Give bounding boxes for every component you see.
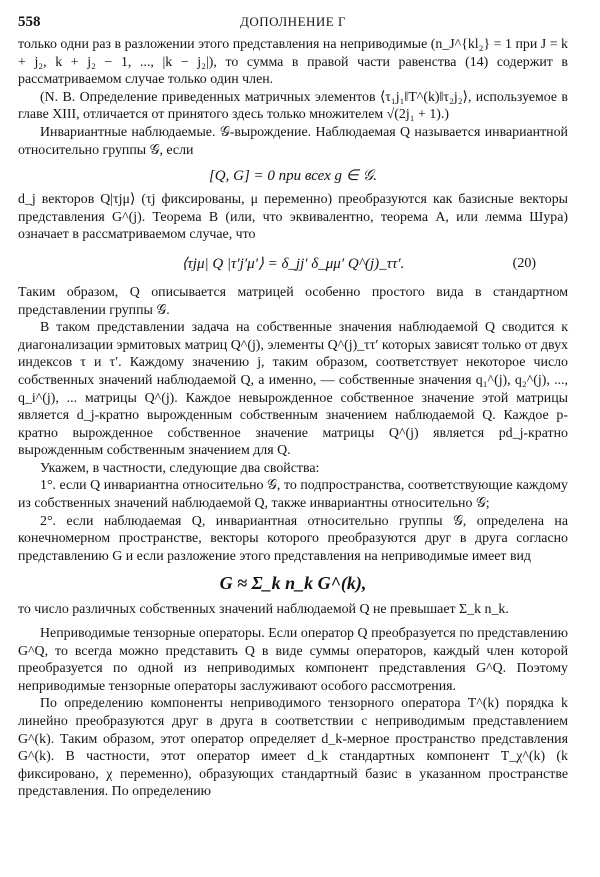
paragraph-eigenvalue-count: то число различных собственных значений наблюдаемой Q не превышает Σ_k n_k. bbox=[18, 602, 509, 618]
paragraph-eigenvalues: В таком представлении задача на собственные значения наблюдаемой Q сводится к диагонализации эрмитовых матриц Q^(j), элементы Q^(j)_ττ′ которых зависят только от двух индексов τ и τ′. Каждому значению j, таким образом, соответствует некоторое число собственных значений наблюдаемой Q, а именно, — собственные значения q₁^(j), q₂^(j), ..., q_i^(j), ... матрицы Q^(j). Каждое невырожденное собственное значение этой матрицы является d_j-кратно вырожденным собственным значением наблюдаемой Q. Каждое p-кратно вырожденное собственное значение матрицы Q^(j) является pd_j-кратно вырожденным собственным значением для Q. bbox=[18, 320, 568, 459]
paragraph-basis-vectors: d_j векторов Q|τjμ⟩ (τj фиксированы, μ переменно) преобразуются как базисные векторы представления G^(j). Теорема B (или, что эквивалентно, теорема A, или лемма Шура) означает в рассматриваемом случае, что bbox=[18, 192, 568, 243]
page-number: 558 bbox=[18, 14, 41, 30]
paragraph-standard-form: Таким образом, Q описывается матрицей особенно простого вида в стандартном представлении группы 𝒢. bbox=[18, 284, 568, 318]
equation-20 bbox=[18, 244, 568, 284]
paragraph-tensor-operators: Неприводимые тензорные операторы. Если оператор Q преобразуется по представлению G^Q, то всегда можно представить Q в виде суммы операторов, каждый член которой преобразуется по одной из неприводимых компонент представления G^Q. Поэтому неприводимые тензорные операторы заслуживают особого рассмотрения. bbox=[18, 626, 568, 694]
paragraph-property-1: 1°. если Q инвариантна относительно 𝒢, то подпространства, соответствующие каждому из собственных значений наблюдаемой Q, также инвариантны относительно 𝒢; bbox=[18, 478, 568, 512]
paragraph-invariant-observables: Инвариантные наблюдаемые. 𝒢-вырождение. Наблюдаемая Q называется инвариантной относительно группы 𝒢, если bbox=[18, 124, 568, 158]
paragraph-note: (N. B. Определение приведенных матричных элементов ⟨τ₁j₁‖T^(k)‖τ₂j₂⟩, используемое в главе XIII, отличается от принятого здесь только множителем √(2j₁ + 1).) bbox=[18, 89, 568, 123]
paragraph-tensor-definition: По определению компоненты неприводимого тензорного оператора T^(k) порядка k линейно преобразуются друг в друга в соответствии с неприводимым представлением G^(k). Таким образом, этот оператор определяет d_k-мерное пространство представления G^(k). В частности, этот оператор имеет d_k стандартных компонент T_χ^(k) (k фиксировано, χ переменно), образующих стандартный базис в указанном пространстве представления. По определению bbox=[18, 696, 568, 800]
page-header bbox=[18, 14, 568, 36]
paragraph-decomposition: только одни раз в разложении этого представления на неприводимые (n_J^{kl₂} = 1 при J = k + j₂, k + j₂ − 1, ..., |k − j₂|), то сумма в правой части равенства (14) содержит в рассматриваемом случае только один член. bbox=[18, 37, 568, 88]
paragraph-properties-intro: Укажем, в частности, следующие два свойства: bbox=[40, 460, 320, 476]
equation-commutator: [Q, G] = 0 при всех g ∈ 𝒢. bbox=[208, 167, 378, 184]
equation-20-number: (20) bbox=[512, 255, 536, 271]
equation-decomposition: G ≈ Σ_k n_k G^(k), bbox=[219, 572, 367, 593]
paragraph-property-2: 2°. если наблюдаемая Q, инвариантная относительно группы 𝒢, определена на конечномерном пространстве, векторы которого преобразуются друг в друга согласно представлению G и если разложение этого представления на неприводимые имеет вид bbox=[18, 513, 568, 564]
running-head: ДОПОЛНЕНИЕ Г bbox=[239, 14, 346, 29]
equation-20-body: ⟨τjμ| Q |τ′j′μ′⟩ = δ_jj′ δ_μμ′ Q^(j)_ττ′. bbox=[181, 256, 405, 273]
